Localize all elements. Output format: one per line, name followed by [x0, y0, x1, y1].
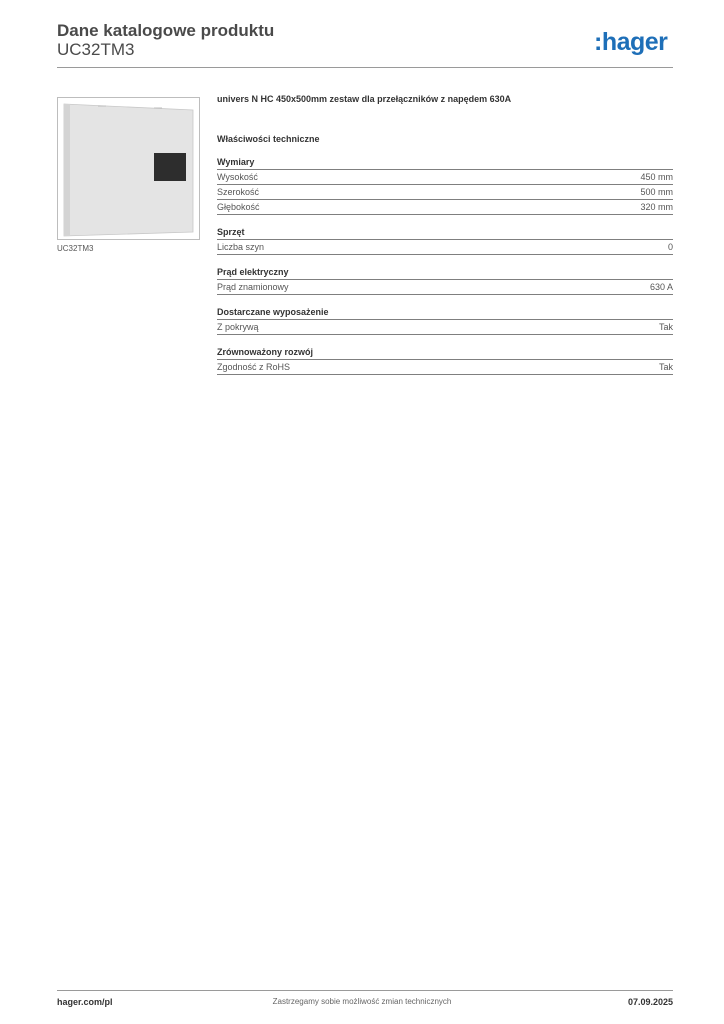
spec-row-depth	[217, 199, 673, 215]
spec-row-width	[217, 184, 673, 199]
section-title: Zrównoważony rozwój	[217, 347, 313, 357]
spec-value: Tak	[658, 362, 673, 372]
spec-row-with-cover	[217, 319, 673, 335]
spec-value: 500 mm	[640, 187, 673, 197]
page-title: Dane katalogowe produktu	[57, 21, 275, 40]
section-supplied-equipment	[217, 307, 673, 335]
product-description: univers N HC 450x500mm zestaw dla przełączników z napędem 630A	[217, 94, 512, 104]
spec-row-rated-current	[217, 279, 673, 295]
spec-label: Wysokość	[217, 172, 258, 182]
spec-value: 630 A	[649, 282, 673, 292]
spec-value: Tak	[658, 322, 673, 332]
spec-value: 0	[667, 242, 673, 252]
spec-row-rohs	[217, 359, 673, 375]
spec-value: 450 mm	[640, 172, 673, 182]
spec-label: Liczba szyn	[217, 242, 265, 252]
section-title: Dostarczane wyposażenie	[217, 307, 329, 317]
spec-label: Prąd znamionowy	[217, 282, 289, 292]
spec-row-rail-count	[217, 239, 673, 255]
section-title: Prąd elektryczny	[217, 267, 289, 277]
enclosure-panel-image	[58, 98, 199, 239]
section-title: Sprzęt	[217, 227, 245, 237]
header-divider	[57, 67, 673, 68]
spec-label: Szerokość	[217, 187, 260, 197]
spec-row-height	[217, 169, 673, 184]
spec-value: 320 mm	[640, 202, 673, 212]
section-sustainability	[217, 347, 673, 375]
section-electric-current	[217, 267, 673, 295]
section-title: Wymiary	[217, 157, 255, 167]
section-dimensions	[217, 157, 673, 215]
section-equipment	[217, 227, 673, 255]
product-details	[217, 94, 673, 387]
technical-properties-heading: Właściwości techniczne	[217, 134, 320, 144]
spec-label: Z pokrywą	[217, 322, 259, 332]
footer-website-link[interactable]: hager.com/pl	[57, 997, 113, 1007]
footer-divider	[57, 990, 673, 991]
product-image	[57, 97, 200, 240]
image-caption: UC32TM3	[57, 244, 94, 253]
footer-disclaimer: Zastrzegamy sobie możliwość zmian technicznych	[272, 997, 452, 1006]
spec-label: Zgodność z RoHS	[217, 362, 291, 372]
footer-date: 07.09.2025	[627, 997, 673, 1007]
hager-logo: :hager	[594, 28, 668, 56]
product-code: UC32TM3	[57, 40, 135, 59]
spec-label: Głębokość	[217, 202, 260, 212]
